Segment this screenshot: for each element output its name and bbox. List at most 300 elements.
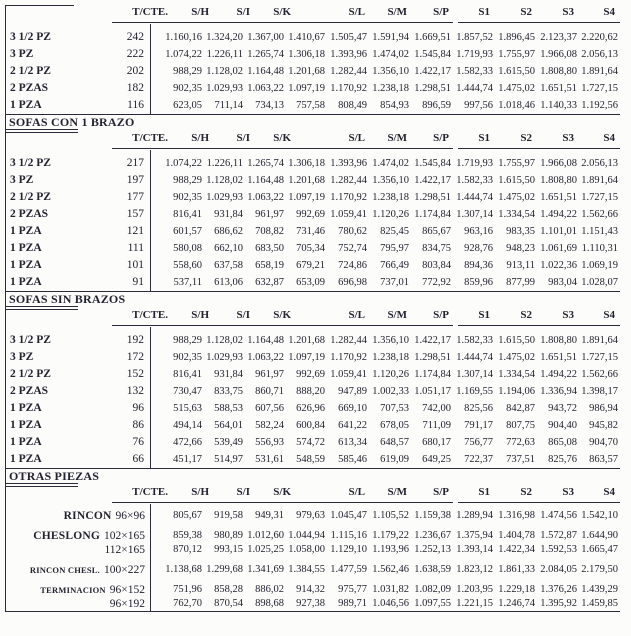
price-cell: 1.494,22 bbox=[540, 209, 577, 220]
price-cell: 961,97 bbox=[255, 209, 284, 220]
row-size-number: 202 bbox=[126, 65, 144, 77]
price-cell: 1.299,68 bbox=[206, 564, 243, 575]
price-cell: 1.203,95 bbox=[456, 584, 493, 595]
header-underline-left bbox=[112, 325, 453, 326]
price-cell: 1.341,69 bbox=[247, 564, 284, 575]
price-cell: 1.591,94 bbox=[372, 32, 409, 43]
row-dimensions: 112×165 bbox=[104, 544, 145, 556]
row-size-number: 66 bbox=[132, 453, 144, 465]
row-size-number: 121 bbox=[126, 225, 144, 237]
table-row bbox=[6, 274, 620, 291]
price-cell: 531,61 bbox=[255, 454, 284, 465]
price-cell: 1.808,80 bbox=[540, 335, 577, 346]
column-header: S1 bbox=[478, 132, 490, 144]
price-cell: 1.298,51 bbox=[414, 192, 451, 203]
price-cell: 1.265,74 bbox=[247, 49, 284, 60]
price-cell: 1.282,44 bbox=[330, 335, 367, 346]
column-header: S/I bbox=[236, 6, 250, 18]
price-cell: 1.727,15 bbox=[581, 83, 618, 94]
price-cell: 1.316,98 bbox=[498, 510, 535, 521]
price-cell: 2.056,13 bbox=[581, 49, 618, 60]
price-cell: 1.097,55 bbox=[414, 598, 451, 609]
price-cell: 1.128,02 bbox=[206, 335, 243, 346]
price-cell: 1.097,19 bbox=[288, 352, 325, 363]
price-cell: 914,32 bbox=[296, 584, 325, 595]
row-label: 3 1/2 PZ bbox=[10, 31, 51, 43]
row-size-number: 217 bbox=[126, 157, 144, 169]
row-label: 2 1/2 PZ bbox=[10, 191, 51, 203]
vertical-divider bbox=[150, 24, 151, 114]
price-cell: 2.056,13 bbox=[581, 158, 618, 169]
table-row bbox=[6, 332, 620, 349]
price-cell: 980,89 bbox=[214, 530, 243, 541]
price-cell: 1.097,19 bbox=[288, 192, 325, 203]
price-cell: 772,92 bbox=[422, 277, 451, 288]
price-cell: 1.226,11 bbox=[206, 49, 243, 60]
row-size-number: 197 bbox=[126, 174, 144, 186]
price-cell: 1.238,18 bbox=[372, 192, 409, 203]
table-row bbox=[6, 46, 620, 63]
row-label-group bbox=[6, 563, 150, 577]
price-cell: 896,59 bbox=[422, 100, 451, 111]
price-cell: 1.665,47 bbox=[581, 544, 618, 555]
table-row bbox=[6, 240, 620, 257]
price-cell: 762,70 bbox=[173, 598, 202, 609]
price-cell: 1.063,22 bbox=[247, 192, 284, 203]
price-cell: 1.022,36 bbox=[540, 260, 577, 271]
row-label: 3 PZ bbox=[10, 351, 34, 363]
vertical-divider bbox=[150, 150, 151, 291]
price-cell: 556,93 bbox=[255, 437, 284, 448]
column-header: S4 bbox=[603, 309, 615, 321]
price-cell: 927,38 bbox=[296, 598, 325, 609]
price-cell: 1.823,12 bbox=[456, 564, 493, 575]
column-header: S/L bbox=[348, 309, 365, 321]
price-cell: 1.755,97 bbox=[498, 49, 535, 60]
price-cell: 1.061,69 bbox=[540, 243, 577, 254]
price-cell: 558,60 bbox=[173, 260, 202, 271]
column-header-row bbox=[6, 131, 620, 150]
table-row bbox=[6, 155, 620, 172]
row-size-number: 172 bbox=[126, 351, 144, 363]
price-cell: 854,93 bbox=[380, 100, 409, 111]
price-cell: 1.282,44 bbox=[330, 66, 367, 77]
price-cell: 2.179,50 bbox=[581, 564, 618, 575]
price-cell: 825,45 bbox=[380, 226, 409, 237]
price-cell: 1.101,01 bbox=[540, 226, 577, 237]
price-cell: 680,17 bbox=[422, 437, 451, 448]
price-cell: 1.179,22 bbox=[372, 530, 409, 541]
price-cell: 539,49 bbox=[214, 437, 243, 448]
price-cell: 1.031,82 bbox=[372, 584, 409, 595]
price-cell: 1.120,26 bbox=[372, 369, 409, 380]
column-header: S/I bbox=[236, 486, 250, 498]
row-size-number: 101 bbox=[126, 259, 144, 271]
table-row bbox=[6, 97, 620, 114]
row-label: 1 PZA bbox=[10, 419, 42, 431]
price-cell: 742,00 bbox=[422, 403, 451, 414]
price-cell: 1.282,44 bbox=[330, 175, 367, 186]
price-cell: 1.059,41 bbox=[330, 369, 367, 380]
price-cell: 708,82 bbox=[255, 226, 284, 237]
price-cell: 833,75 bbox=[214, 386, 243, 397]
price-cell: 515,63 bbox=[173, 403, 202, 414]
column-header-row bbox=[6, 485, 620, 504]
column-header: S4 bbox=[603, 132, 615, 144]
row-size-number: 177 bbox=[126, 191, 144, 203]
price-cell: 860,71 bbox=[255, 386, 284, 397]
price-cell: 724,86 bbox=[338, 260, 367, 271]
price-cell: 1.422,34 bbox=[498, 544, 535, 555]
row-label-group bbox=[6, 583, 150, 597]
price-cell: 1.046,56 bbox=[372, 598, 409, 609]
price-cell: 1.384,55 bbox=[288, 564, 325, 575]
price-cell: 1.201,68 bbox=[288, 335, 325, 346]
price-cell: 1.324,20 bbox=[206, 32, 243, 43]
row-dimensions: 96×96 bbox=[115, 510, 145, 522]
price-cell: 1.404,78 bbox=[498, 530, 535, 541]
price-cell: 548,59 bbox=[296, 454, 325, 465]
price-cell: 1.058,00 bbox=[288, 544, 325, 555]
price-cell: 1.644,90 bbox=[581, 530, 618, 541]
section-title-text: SOFAS SIN BRAZOS bbox=[9, 292, 126, 306]
table-row bbox=[6, 80, 620, 97]
price-cell: 975,77 bbox=[338, 584, 367, 595]
price-cell: 1.170,92 bbox=[330, 352, 367, 363]
price-cell: 992,69 bbox=[296, 209, 325, 220]
price-cell: 1.265,74 bbox=[247, 158, 284, 169]
price-cell: 757,58 bbox=[296, 100, 325, 111]
price-cell: 1.238,18 bbox=[372, 83, 409, 94]
row-label-group bbox=[6, 509, 150, 523]
price-cell: 756,77 bbox=[464, 437, 493, 448]
price-cell: 1.966,08 bbox=[540, 158, 577, 169]
row-label: 3 1/2 PZ bbox=[10, 334, 51, 346]
price-cell: 1.028,07 bbox=[581, 277, 618, 288]
price-cell: 1.393,96 bbox=[330, 158, 367, 169]
price-cell: 1.221,15 bbox=[456, 598, 493, 609]
row-size-number: 182 bbox=[126, 82, 144, 94]
price-cell: 711,14 bbox=[214, 100, 243, 111]
price-cell: 1.572,87 bbox=[540, 530, 577, 541]
row-size-number: 132 bbox=[126, 385, 144, 397]
price-cell: 1.592,53 bbox=[540, 544, 577, 555]
column-header: S2 bbox=[520, 309, 532, 321]
row-dimensions: 102×165 bbox=[104, 530, 145, 542]
price-cell: 834,75 bbox=[422, 243, 451, 254]
price-cell: 1.891,64 bbox=[581, 175, 618, 186]
price-cell: 1.128,02 bbox=[206, 175, 243, 186]
section-body bbox=[6, 24, 620, 115]
price-cell: 632,87 bbox=[255, 277, 284, 288]
price-cell: 686,62 bbox=[214, 226, 243, 237]
price-cell: 1.170,92 bbox=[330, 192, 367, 203]
price-cell: 963,16 bbox=[464, 226, 493, 237]
price-cell: 931,84 bbox=[214, 369, 243, 380]
price-cell: 1.422,17 bbox=[414, 175, 451, 186]
column-header: S/L bbox=[348, 132, 365, 144]
row-label-group bbox=[6, 597, 150, 611]
price-cell: 945,82 bbox=[589, 420, 618, 431]
price-cell: 904,70 bbox=[589, 437, 618, 448]
price-cell: 751,96 bbox=[173, 584, 202, 595]
price-cell: 780,62 bbox=[338, 226, 367, 237]
price-cell: 619,09 bbox=[380, 454, 409, 465]
price-cell: 858,28 bbox=[214, 584, 243, 595]
column-header: T/CTE. bbox=[132, 6, 168, 18]
section-title-text: SOFAS CON 1 BRAZO bbox=[9, 115, 135, 129]
table-row bbox=[6, 223, 620, 240]
price-cell: 859,96 bbox=[464, 277, 493, 288]
price-cell: 888,20 bbox=[296, 386, 325, 397]
price-cell: 943,72 bbox=[548, 403, 577, 414]
table-row bbox=[6, 349, 620, 366]
column-header: S/K bbox=[273, 6, 291, 18]
column-header: S/M bbox=[387, 132, 407, 144]
column-header: S/H bbox=[191, 132, 209, 144]
price-cell: 1.891,64 bbox=[581, 335, 618, 346]
price-cell: 1.582,33 bbox=[456, 335, 493, 346]
row-label: 2 PZAS bbox=[10, 208, 49, 220]
price-cell: 997,56 bbox=[464, 100, 493, 111]
price-cell: 791,17 bbox=[464, 420, 493, 431]
price-cell: 1.082,09 bbox=[414, 584, 451, 595]
row-dimensions: 96×192 bbox=[109, 598, 145, 610]
price-cell: 961,97 bbox=[255, 369, 284, 380]
price-cell: 1.582,33 bbox=[456, 175, 493, 186]
price-cell: 1.562,66 bbox=[581, 369, 618, 380]
price-cell: 582,24 bbox=[255, 420, 284, 431]
column-header: S2 bbox=[520, 132, 532, 144]
price-cell: 1.542,10 bbox=[581, 510, 618, 521]
column-header: S4 bbox=[603, 486, 615, 498]
price-cell: 807,75 bbox=[506, 420, 535, 431]
price-cell: 600,84 bbox=[296, 420, 325, 431]
row-size-number: 86 bbox=[132, 419, 144, 431]
price-cell: 1.018,46 bbox=[498, 100, 535, 111]
price-cell: 1.151,43 bbox=[581, 226, 618, 237]
price-cell: 1.474,56 bbox=[540, 510, 577, 521]
price-cell: 669,10 bbox=[338, 403, 367, 414]
column-header: S/P bbox=[433, 486, 449, 498]
table-row bbox=[6, 383, 620, 400]
table-row bbox=[6, 366, 620, 383]
column-header: S/M bbox=[387, 309, 407, 321]
price-cell: 580,08 bbox=[173, 243, 202, 254]
column-header: S3 bbox=[562, 6, 574, 18]
price-cell: 705,34 bbox=[296, 243, 325, 254]
table-row bbox=[6, 400, 620, 417]
price-cell: 1.236,67 bbox=[414, 530, 451, 541]
column-header: S3 bbox=[562, 309, 574, 321]
price-cell: 1.375,94 bbox=[456, 530, 493, 541]
price-cell: 1.201,68 bbox=[288, 175, 325, 186]
price-cell: 1.857,52 bbox=[456, 32, 493, 43]
price-cell: 1.115,16 bbox=[330, 530, 367, 541]
price-cell: 902,35 bbox=[173, 352, 202, 363]
header-underline-right bbox=[458, 22, 620, 23]
price-cell: 1.252,13 bbox=[414, 544, 451, 555]
price-cell: 1.164,48 bbox=[247, 335, 284, 346]
price-cell: 1.063,22 bbox=[247, 352, 284, 363]
price-cell: 805,67 bbox=[173, 510, 202, 521]
price-cell: 1.615,50 bbox=[498, 175, 535, 186]
price-cell: 919,58 bbox=[214, 510, 243, 521]
column-header: S/K bbox=[273, 486, 291, 498]
header-underline-right bbox=[458, 325, 620, 326]
table-row bbox=[6, 434, 620, 451]
price-cell: 613,06 bbox=[214, 277, 243, 288]
table-row bbox=[6, 597, 620, 611]
price-cell: 451,17 bbox=[173, 454, 202, 465]
column-header: S/K bbox=[273, 132, 291, 144]
table-row bbox=[6, 189, 620, 206]
column-header: S/P bbox=[433, 309, 449, 321]
column-header-row bbox=[6, 308, 620, 327]
price-cell: 1.097,19 bbox=[288, 83, 325, 94]
price-cell: 1.138,68 bbox=[165, 564, 202, 575]
price-cell: 1.393,96 bbox=[330, 49, 367, 60]
price-cell: 1.444,74 bbox=[456, 352, 493, 363]
price-cell: 1.045,47 bbox=[330, 510, 367, 521]
price-cell: 731,46 bbox=[296, 226, 325, 237]
price-cell: 1.582,33 bbox=[456, 66, 493, 77]
price-cell: 1.063,22 bbox=[247, 83, 284, 94]
price-cell: 472,66 bbox=[173, 437, 202, 448]
price-cell: 696,98 bbox=[338, 277, 367, 288]
price-cell: 816,41 bbox=[173, 369, 202, 380]
row-label: 3 PZ bbox=[10, 48, 34, 60]
price-cell: 607,56 bbox=[255, 403, 284, 414]
price-cell: 1.896,45 bbox=[498, 32, 535, 43]
table-row bbox=[6, 206, 620, 223]
row-label: 1 PZA bbox=[10, 225, 42, 237]
column-header: T/CTE. bbox=[132, 132, 168, 144]
row-size-number: 116 bbox=[127, 99, 144, 111]
table-row bbox=[6, 451, 620, 468]
price-cell: 904,40 bbox=[548, 420, 577, 431]
price-cell: 613,34 bbox=[338, 437, 367, 448]
row-label: 1 PZA bbox=[10, 453, 42, 465]
column-header: S/P bbox=[433, 6, 449, 18]
row-label: 1 PZA bbox=[10, 99, 42, 111]
price-cell: 1.356,10 bbox=[372, 66, 409, 77]
price-cell: 1.393,14 bbox=[456, 544, 493, 555]
price-cell: 931,84 bbox=[214, 209, 243, 220]
section-title bbox=[6, 469, 620, 485]
price-cell: 1.494,22 bbox=[540, 369, 577, 380]
price-cell: 662,10 bbox=[214, 243, 243, 254]
price-cell: 683,50 bbox=[255, 243, 284, 254]
section-body bbox=[6, 327, 620, 469]
price-cell: 2.220,62 bbox=[581, 32, 618, 43]
price-cell: 1.334,54 bbox=[498, 209, 535, 220]
row-size-number: 111 bbox=[127, 242, 144, 254]
price-cell: 1.719,93 bbox=[456, 49, 493, 60]
price-cell: 1.651,51 bbox=[540, 83, 577, 94]
price-cell: 1.727,15 bbox=[581, 352, 618, 363]
column-header: S/H bbox=[191, 6, 209, 18]
row-label: 3 1/2 PZ bbox=[10, 157, 51, 169]
price-cell: 1.029,93 bbox=[206, 83, 243, 94]
price-cell: 1.439,29 bbox=[581, 584, 618, 595]
price-cell: 730,47 bbox=[173, 386, 202, 397]
section-title bbox=[6, 115, 620, 131]
price-cell: 1.444,74 bbox=[456, 192, 493, 203]
column-header: T/CTE. bbox=[132, 486, 168, 498]
table-row bbox=[6, 417, 620, 434]
price-cell: 564,01 bbox=[214, 420, 243, 431]
row-size-number: 192 bbox=[126, 334, 144, 346]
row-size-number: 91 bbox=[132, 276, 144, 288]
table-row bbox=[6, 63, 620, 80]
row-size-number: 76 bbox=[132, 436, 144, 448]
row-dimensions: 100×227 bbox=[104, 564, 145, 576]
price-cell: 585,46 bbox=[338, 454, 367, 465]
table-row bbox=[6, 172, 620, 189]
price-cell: 1.174,84 bbox=[414, 209, 451, 220]
price-cell: 979,63 bbox=[296, 510, 325, 521]
price-cell: 1.755,97 bbox=[498, 158, 535, 169]
table-row bbox=[6, 257, 620, 274]
price-cell: 1.229,18 bbox=[498, 584, 535, 595]
row-label: 1 PZA bbox=[10, 402, 42, 414]
price-cell: 902,35 bbox=[173, 83, 202, 94]
price-cell: 1.051,17 bbox=[414, 386, 451, 397]
price-cell: 988,29 bbox=[173, 335, 202, 346]
price-cell: 1.174,84 bbox=[414, 369, 451, 380]
price-cell: 1.422,17 bbox=[414, 335, 451, 346]
price-cell: 948,23 bbox=[506, 243, 535, 254]
price-cell: 1.306,18 bbox=[288, 49, 325, 60]
column-header: S1 bbox=[478, 6, 490, 18]
price-cell: 1.474,02 bbox=[372, 49, 409, 60]
price-cell: 1.169,55 bbox=[456, 386, 493, 397]
price-cell: 1.201,68 bbox=[288, 66, 325, 77]
table-row bbox=[6, 563, 620, 577]
price-cell: 1.474,02 bbox=[372, 158, 409, 169]
price-cell: 795,97 bbox=[380, 243, 409, 254]
price-cell: 1.475,02 bbox=[498, 352, 535, 363]
price-cell: 877,99 bbox=[506, 277, 535, 288]
price-cell: 902,35 bbox=[173, 192, 202, 203]
column-header: S/L bbox=[348, 486, 365, 498]
price-cell: 1.505,47 bbox=[330, 32, 367, 43]
row-label: 1 PZA bbox=[10, 436, 42, 448]
price-cell: 653,09 bbox=[296, 277, 325, 288]
price-cell: 865,08 bbox=[548, 437, 577, 448]
column-header: S2 bbox=[520, 486, 532, 498]
price-cell: 863,57 bbox=[589, 454, 618, 465]
column-header: S/L bbox=[348, 6, 365, 18]
price-cell: 947,89 bbox=[338, 386, 367, 397]
header-underline-left bbox=[112, 148, 453, 149]
price-cell: 737,51 bbox=[506, 454, 535, 465]
row-label: 1 PZA bbox=[10, 259, 42, 271]
price-cell: 1.562,66 bbox=[581, 209, 618, 220]
price-cell: 870,12 bbox=[173, 544, 202, 555]
price-cell: 825,56 bbox=[464, 403, 493, 414]
price-cell: 1.074,22 bbox=[165, 49, 202, 60]
price-cell: 734,13 bbox=[255, 100, 284, 111]
section-title bbox=[6, 292, 620, 308]
table-row bbox=[6, 29, 620, 46]
price-cell: 1.562,46 bbox=[372, 564, 409, 575]
price-cell: 1.194,06 bbox=[498, 386, 535, 397]
column-header: S/K bbox=[273, 309, 291, 321]
table-row bbox=[6, 583, 620, 597]
price-cell: 986,94 bbox=[589, 403, 618, 414]
